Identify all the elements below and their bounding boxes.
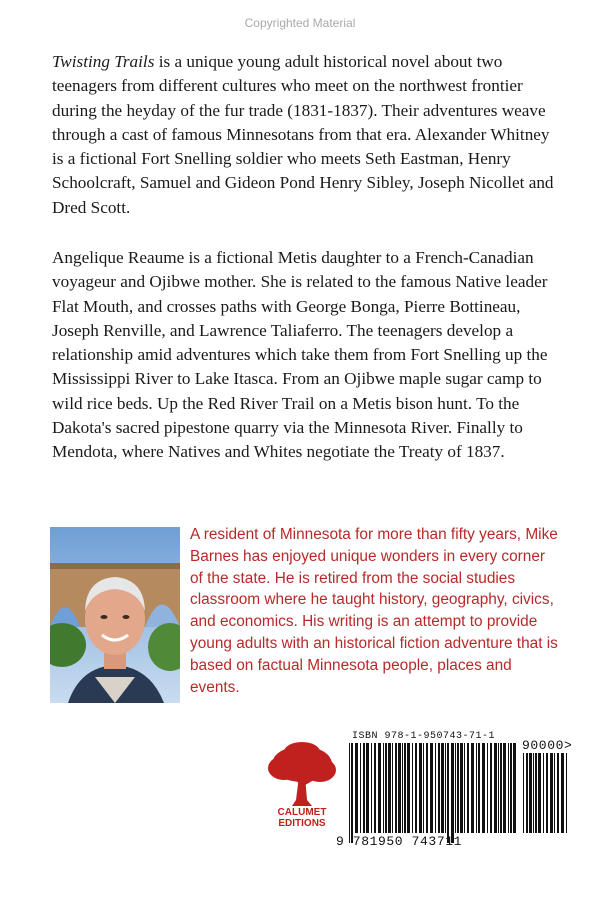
publisher-name [262,807,342,829]
publisher-name-line1: CALUMET [277,807,327,818]
synopsis-paragraph-1-text: is a unique young adult historical novel about two teenagers from different cultures who meet on the northwest frontier during the heyday of the fur trade (1831-1837). Their adventures weave through a cast of famous Minnesotans from that era. Alexander Whitney is a fictional Fort Snelling soldier who meets Seth Eastman, Henry Schoolcraft, Samuel and Gideon Pond Henry Sibley, Joseph Nicollet and Dred Scott. [52,52,554,217]
isbn-label: ISBN 978-1-950743-71-1 [352,731,496,742]
author-photo [50,527,180,703]
ean-digits: 9 781950 743711 [336,834,463,849]
publisher-name-line2: EDITIONS [278,818,326,829]
addon-barcode [522,753,570,843]
barcode-addon-digits: 90000> [522,738,573,753]
copyright-watermark-top: Copyrighted Material [244,16,356,30]
ean-barcode [348,743,518,843]
book-title: Twisting Trails [52,52,155,71]
synopsis-paragraph-1 [52,50,562,220]
author-bio: A resident of Minnesota for more than fifty years, Mike Barnes has enjoyed unique wonders in every corner of the state. He is retired from the social studies classroom where he taught history, geography, civics, and economics. His writing is an attempt to provide young adults with an historical fiction adventure that is based on factual Minnesota people, places and events. [190,526,558,696]
synopsis-paragraph-2: Angelique Reaume is a fictional Metis daughter to a French-Canadian voyageur and Ojibwe mother. She is related to the famous Native leader Flat Mouth, and crosses paths with George Bonga, Pierre Bottineau, Joseph Renville, and Lawrence Taliaferro. The teenagers develop a relationship amid adventures which take them from Fort Snelling up the Mississippi River to Lake Itasca. From an Ojibwe maple sugar camp to wild rice beds. Up the Red River Trail on a Metis bison hunt. To the Dakota's sacred pipestone quarry via the Minnesota River. Finally to Mendota, where Natives and Whites negotiate the Treaty of 1837. [52,248,548,462]
